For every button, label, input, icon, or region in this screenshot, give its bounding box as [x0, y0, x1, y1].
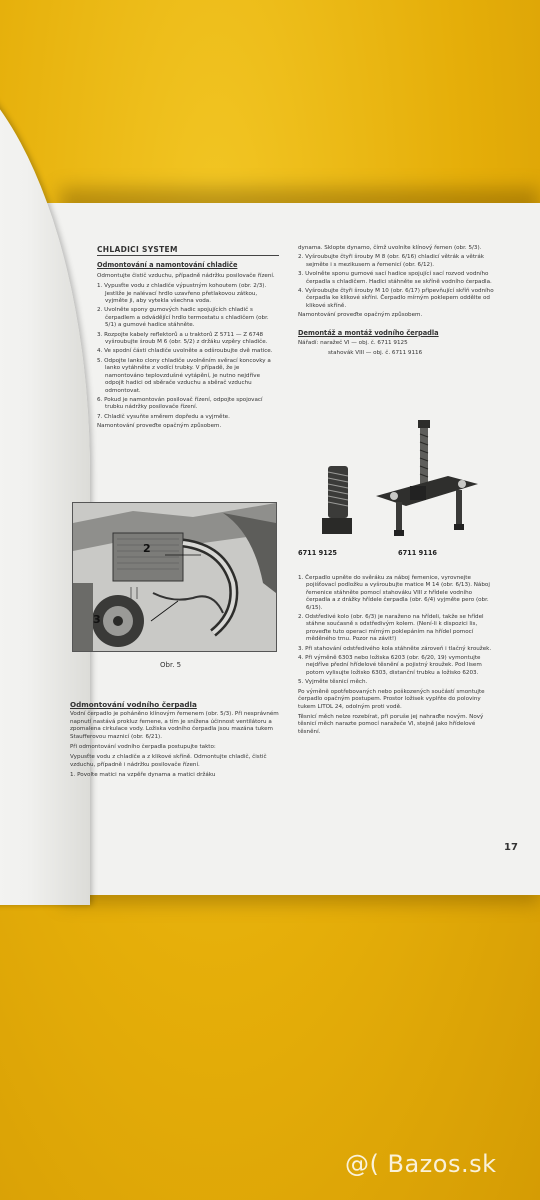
pump-paragraph: 1. Povolte matici na vzpěře dynama a matici držáku [70, 772, 216, 779]
section-title: CHLADICI SYSTEM [97, 246, 279, 256]
radiator-step: 4. Ve spodní části chladiče uvolněte a odšroubujte dvě matice. [97, 348, 273, 355]
disassembly-step: 2. Odstředivé kolo (obr. 6/3) je naraženo na hřídeli, takže se hřídel stáhne současně s odstředivým kolem. (Není-li k dispozici lis, proveďte tuto operaci mírným poklepáním na hřídel pomocí měděného trnu. Pozor na závit!) [298, 614, 484, 643]
tools-figure [298, 418, 494, 564]
right-closing: Namontování proveďte opačným způsobem. [298, 312, 423, 319]
page-number: 17 [504, 842, 518, 853]
radiator-intro: Odmontujte čistič vzduchu, případně nádržku posilovače řízení. [97, 272, 275, 279]
tools-line-2: stahovák VIII — obj. č. 6711 9116 [328, 350, 423, 357]
radiator-step: 6. Pokud je namontován posilovač řízení, odpojte spojovací trubku nádržky posilovače řízení. [97, 396, 263, 411]
radiator-step: 2. Uvolněte spony gumových hadic spojujících chladič s čerpadlem a odvádějící hrdlo termostatu s chladičem (obr. 5/1) a gumové hadice stáhněte. [97, 307, 269, 329]
right-step: 2. Vyšroubujte čtyři šrouby M 8 (obr. 6/16) chladicí větrák a větrák sejměte i s mezikusem a řemenicí (obr. 6/12). [298, 254, 485, 268]
seal-paragraph: Těsnicí měch nelze rozebírat, při poruše jej nahraďte novým. Nový těsnicí měch narazte pomocí naražeče VI, stejně jako hřídelové těsnění. [298, 713, 484, 735]
radiator-step: 7. Chladič vysuňte směrem dopředu a vyjměte. [97, 413, 230, 420]
radiator-step: 5. Odpojte lanko clony chladiče uvolněním svěrací koncovky a lanko vytáhněte z vodící trubky. V případě, že je namontováno teplovzdušné vytápění, je nutno nejdříve odpojit hadici od sběrače vzduchu a sběrač vzduchu odmontovat. [97, 357, 271, 394]
reassembly-paragraph: Po výměně opotřebovaných nebo poškozených součástí smontujte čerpadlo opačným postupem. Prostor ložisek vyplňte do poloviny tukem LITOL 24, odolným proti vodě. [298, 688, 485, 710]
engine-illustration [73, 503, 276, 651]
pump-paragraph: Při odmontování vodního čerpadla postupujte takto: [70, 744, 216, 751]
disassembly-step: 5. Vyjměte těsnicí měch. [298, 679, 368, 686]
radiator-subtitle: Odmontování a namontování chladiče [97, 261, 238, 270]
tool-label-puller: 6711 9116 [398, 549, 437, 557]
pump-paragraph: Vypusťte vodu z chladiče a z klikové skříně. Odmontujte chladič, čistič vzduchu, případně i nádržku posilovače řízení. [70, 754, 267, 768]
figure-caption: Obr. 5 [160, 661, 182, 669]
right-column [298, 245, 496, 361]
disassembly-step: 4. Při výměně 6303 nebo ložiska 6203 (obr. 6/20, 19) vymontujte nejdříve přední hřídelové těsnění a pojistný kroužek. Pod lisem potom vylisujte ložisko 6303, distanční trubku a ložisko 6203. [298, 655, 482, 676]
right-lower-column [298, 575, 496, 739]
radiator-closing: Namontování proveďte opačným způsobem. [97, 423, 222, 430]
pump-paragraph: Vodní čerpadlo je poháněno klínovým řemenem (obr. 5/3). Při nesprávném napnutí nastává prokluz řemene, a tím je snížena účinnost ventilátoru a zpomalena cirkulace vody. Ložiska vodního čerpadla jsou mazána tukem Stauﬀerovou maznicí (obr. 6/21). [70, 711, 279, 740]
right-step: 3. Uvolněte sponu gumové sací hadice spojující sací rozvod vodního čerpadla s chladičem. Hadici stáhněte se skříně vodního čerpadla. [298, 271, 492, 285]
pump-removal-title: Odmontování vodního čerpadla [70, 700, 197, 709]
right-step: dynama. Sklopte dynamo, čímž uvolníte klínový řemen (obr. 5/3). [298, 245, 482, 251]
lower-left-column [70, 697, 280, 783]
radiator-step: 1. Vypusťte vodu z chladiče výpustným kohoutem (obr. 2/3). Jestliže je nalévací hrdlo uzavřeno přetlakovou zátkou, vyjměte ji, aby vytekla všechna voda. [97, 283, 267, 305]
radiator-step: 3. Rozpojte kabely reflektorů a u traktorů Z 5711 — Z 6748 vyšroubujte šroub M 6 (obr. 5/2) z držáku vzpěry chladiče. [97, 331, 268, 346]
tools-illustration [298, 418, 494, 564]
disassembly-step: 3. Při stahování odstředivého kola stáhněte zároveň i tlačný kroužek. [298, 645, 492, 652]
right-step: 4. Vyšroubujte čtyři šrouby M 10 (obr. 6/17) připevňující skříň vodního čerpadla ke klikové skříni. Čerpadlo mírným poklepem oddělte od klikové skříně. [298, 288, 494, 309]
figure-label-2: 2 [143, 542, 151, 555]
watermark: @( Bazos.sk [345, 1150, 497, 1178]
figure-label-3: 3 [93, 613, 101, 626]
left-column [97, 246, 279, 434]
disassembly-step: 1. Čerpadlo upněte do svěráku za náboj řemenice, vyrovnejte pojišťovací podložku a vyšroubujte matice M 14 (obr. 6/13). Náboj řemenice stáhněte pomocí stahováku VIII z hřídele vodního čerpadla a z drážky hřídele čerpadla (obr. 6/4) vyjměte pero (obr. 6/15). [298, 575, 490, 611]
tools-line-1: Nářadí: naražeč VI — obj. č. 6711 9125 [298, 340, 408, 347]
engine-figure [72, 502, 277, 652]
pump-disassembly-title: Demontáž a montáž vodního čerpadla [298, 328, 439, 337]
tool-label-drift: 6711 9125 [298, 549, 337, 557]
